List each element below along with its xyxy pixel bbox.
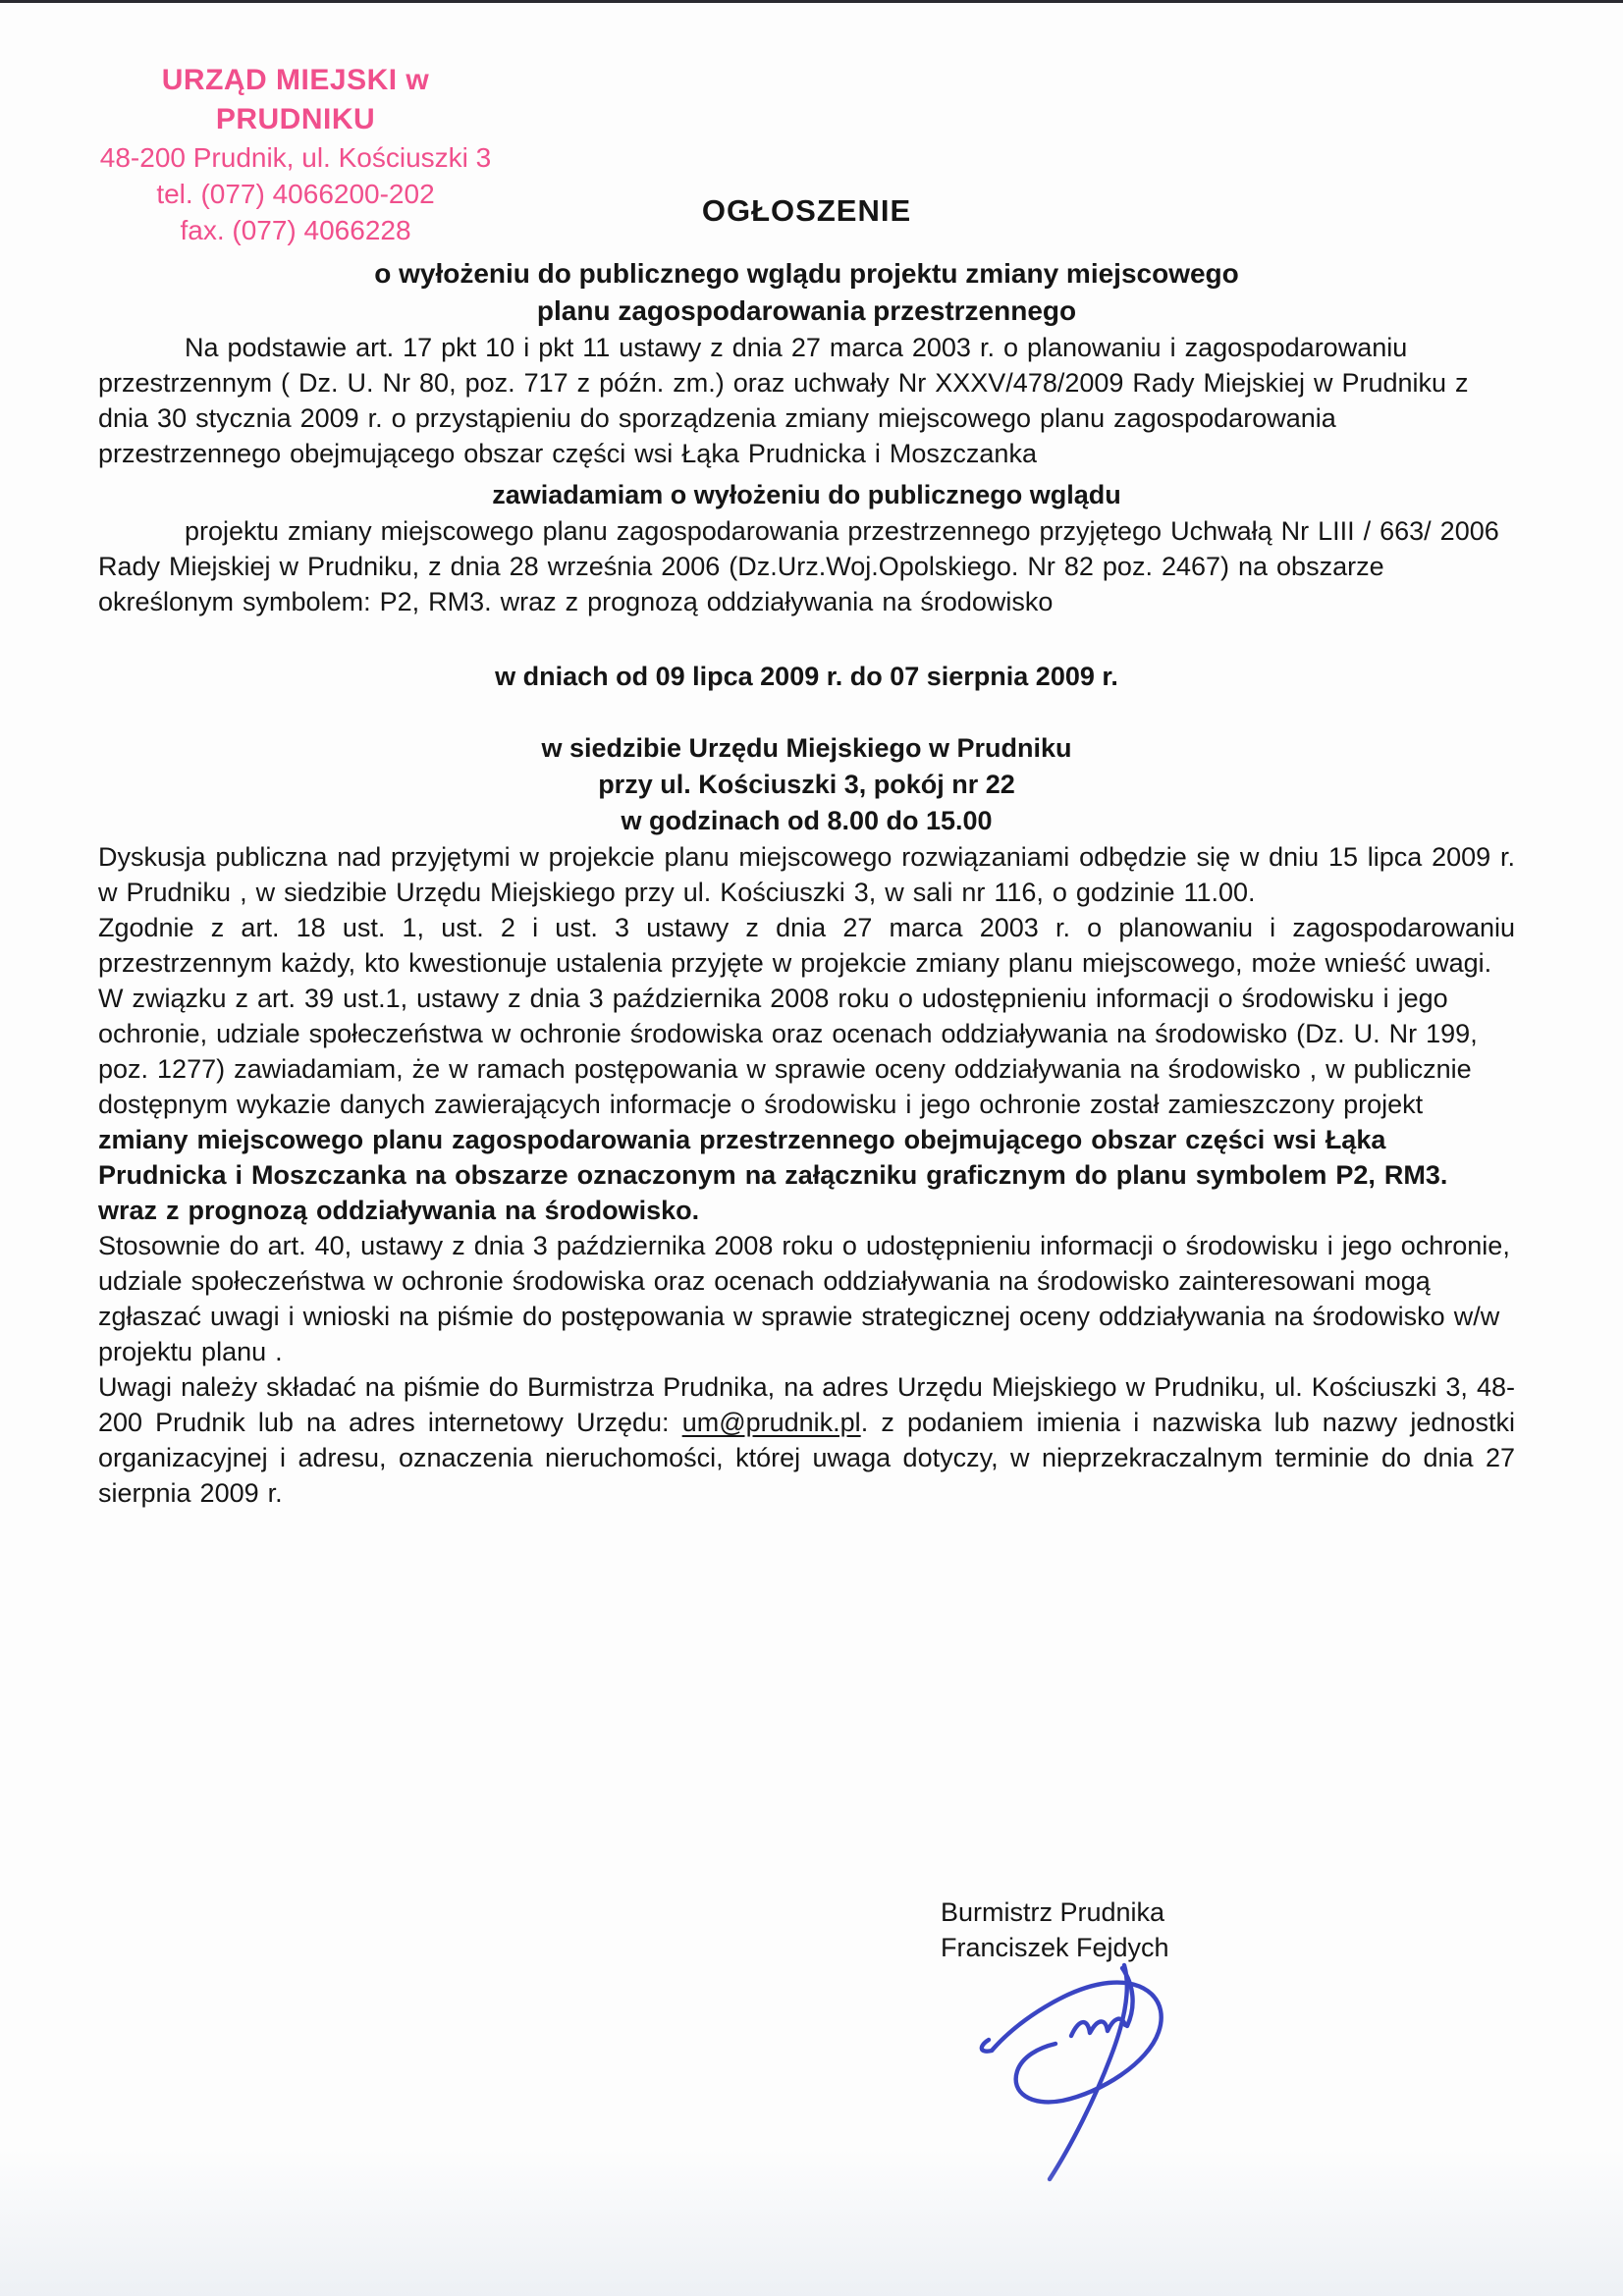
environment-bold-text: zmiany miejscowego planu zagospodarowania przestrzennego obejmującego obszar części wsi Łąka Prudnicka i Moszczanka na obszarze oznaczonym na załączniku graficznym do planu symbolem P2, RM3. wraz z prognozą oddziaływania na środowisko. <box>98 1125 1448 1225</box>
environment-intro-text: W związku z art. 39 ust.1, ustawy z dnia 3 października 2008 roku o udostępnieniu informacji o środowisku i jego ochronie, udziale społeczeństwa w ochronie środowiska oraz ocenach oddziaływania na środowisko (Dz. U. Nr 199, poz. 1277) zawiadamiam, że w ramach postępowania w sprawie oceny oddziaływania na środowisko , w publicznie dostępnym wykazie danych zawierających informacje o środowisku i jego ochronie został zamieszczony projekt <box>98 984 1478 1119</box>
page-title: OGŁOSZENIE <box>701 193 912 228</box>
stamp-address: 48-200 Prudnik, ul. Kościuszki 3 <box>99 142 492 173</box>
scan-edge-artifact <box>0 0 1623 3</box>
scan-bottom-noise <box>0 2149 1623 2296</box>
stamp-fax: fax. (077) 4066228 <box>180 215 411 245</box>
exhibition-dates-line: w dniach od 09 lipca 2009 r. do 07 sierpnia 2009 r. <box>495 662 1118 691</box>
handwritten-signature <box>977 1961 1178 2182</box>
venue-line-2: przy ul. Kościuszki 3, pokój nr 22 <box>598 770 1015 799</box>
paragraph-art40: Stosownie do art. 40, ustawy z dnia 3 października 2008 roku o udostępnieniu informacji o środowisku i jego ochronie, udziale społeczeństwa w ochronie środowiska oraz ocenach oddziaływania na środowisko zainteresowani mogą zgłaszać uwagi i wnioski na piśmie do postępowania w sprawie strategicznej oceny oddziaływania na środowisko w/w projektu planu . <box>98 1231 1510 1366</box>
paragraph-public-discussion: Dyskusja publiczna nad przyjętymi w projekcie planu miejscowego rozwiązaniami odbędzie się w dniu 15 lipca 2009 r. w Prudniku , w siedzibie Urzędu Miejskiego przy ul. Kościuszki 3, w sali nr 116, o godzinie 11.00. <box>98 842 1515 907</box>
paragraph-project-details: projektu zmiany miejscowego planu zagospodarowania przestrzennego przyjętego Uchwałą Nr LIII / 663/ 2006 Rady Miejskiej w Prudniku, z dnia 28 września 2006 (Dz.Urz.Woj.Opolskiego. Nr 82 poz. 2467) na obszarze określonym symbolem: P2, RM3. wraz z prognozą oddziaływania na środowisko <box>98 516 1499 616</box>
venue-line-3: w godzinach od 8.00 do 15.00 <box>621 806 993 835</box>
paragraph-submission <box>98 1369 1515 1511</box>
submission-text-before-email: Uwagi należy składać na piśmie do Burmistrza Prudnika, na adres Urzędu Miejskiego w Prudniku, ul. Kościuszki 3, 48-200 Prudnik lub na adres internetowy Urzędu: <box>98 1372 1515 1437</box>
email-link[interactable]: um@prudnik.pl <box>681 1408 861 1437</box>
stamp-office-name: URZĄD MIEJSKI w PRUDNIKU <box>161 64 430 135</box>
signature-name: Franciszek Fejdych <box>941 1933 1169 1962</box>
page-subtitle-line2: planu zagospodarowania przestrzennego <box>536 295 1077 326</box>
submission-text-after-email: . z podaniem imienia i nazwiska lub nazwy jednostki organizacyjnej i adresu, oznaczenia nieruchomości, której uwaga dotyczy, w nieprzekraczalnym terminie do dnia 27 sierpnia 2009 r. <box>98 1408 1515 1508</box>
document-body <box>98 192 1515 1511</box>
venue-line-1: w siedzibie Urzędu Miejskiego w Prudniku <box>541 733 1072 763</box>
stamp-phone: tel. (077) 4066200-202 <box>156 179 435 209</box>
heading-notification: zawiadamiam o wyłożeniu do publicznego wglądu <box>492 480 1121 509</box>
page-subtitle-line1: o wyłożeniu do publicznego wglądu projektu zmiany miejscowego <box>374 258 1239 289</box>
paragraph-objections: Zgodnie z art. 18 ust. 1, ust. 2 i ust. 3 ustawy z dnia 27 marca 2003 r. o planowaniu i zagospodarowaniu przestrzennym każdy, kto kwestionuje ustalenia przyjęte w projekcie zmiany planu miejscowego, może wnieść uwagi. <box>98 913 1515 978</box>
signature-role: Burmistrz Prudnika <box>941 1897 1165 1927</box>
paragraph-legal-basis: Na podstawie art. 17 pkt 10 i pkt 11 ustawy z dnia 27 marca 2003 r. o planowaniu i zagospodarowaniu przestrzennym ( Dz. U. Nr 80, poz. 717 z późn. zm.) oraz uchwały Nr XXXV/478/2009 Rady Miejskiej w Prudniku z dnia 30 stycznia 2009 r. o przystąpieniu do sporządzenia zmiany miejscowego planu zagospodarowania przestrzennego obejmującego obszar części wsi Łąka Prudnicka i Moszczanka <box>98 333 1469 468</box>
paragraph-environment <box>98 981 1515 1228</box>
signature-block <box>941 1895 1169 1965</box>
